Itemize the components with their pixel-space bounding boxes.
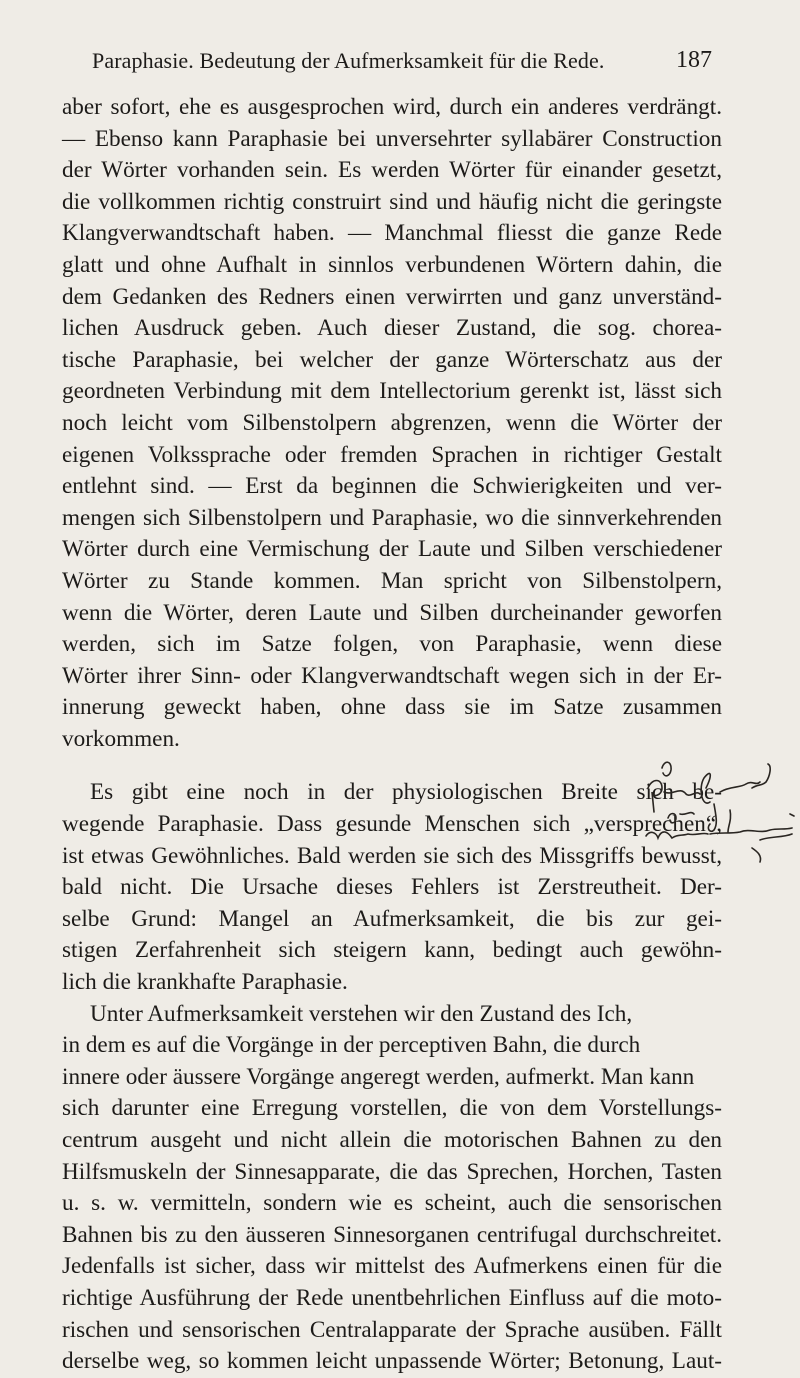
text-line: entlehnt sind. — Erst da beginnen die Schwierigkeiten und ver- (62, 473, 722, 500)
text-line: u. s. w. vermitteln, sondern wie es scheint, auch die sensorischen (62, 1190, 722, 1217)
text-line: werden, sich im Satze folgen, von Paraphasie, wenn diese (62, 631, 722, 658)
text-line: sich darunter eine Erregung vorstellen, die von dem Vorstellungs- (62, 1095, 722, 1122)
body-text (62, 92, 722, 1378)
text-line: Wörter ihrer Sinn- oder Klangverwandtschaft wegen sich in der Er- (62, 662, 722, 689)
text-line: noch leicht vom Silbenstolpern abgrenzen, wenn die Wörter der (62, 409, 722, 436)
text-line: der Wörter vorhanden sein. Es werden Wörter für einander gesetzt, (62, 157, 722, 184)
text-line: Klangverwandtschaft haben. — Manchmal fliesst die ganze Rede (62, 220, 722, 247)
text-line: Unter Aufmerksamkeit verstehen wir den Zustand des Ich, (90, 1000, 633, 1027)
handwritten-annotation (640, 748, 800, 868)
text-line: Es gibt eine noch in der physiologischen Breite sich be- (90, 779, 722, 806)
text-line: Jedenfalls ist sicher, dass wir mittelst des Aufmerkens einen für die (62, 1253, 722, 1280)
paragraph-gap (62, 755, 722, 777)
text-line: lichen Ausdruck geben. Auch dieser Zustand, die sog. chorea- (62, 315, 722, 342)
text-line: lich die krankhafte Paraphasie. (62, 969, 348, 996)
text-line: Bahnen bis zu den äusseren Sinnesorganen centrifugal durchschreitet. (62, 1221, 722, 1248)
running-header (0, 0, 800, 90)
text-line: selbe Grund: Mangel an Aufmerksamkeit, die bis zur gei- (62, 905, 722, 932)
text-line: wenn die Wörter, deren Laute und Silben durcheinander geworfen (62, 599, 722, 626)
text-line: die vollkommen richtig construirt sind und häufig nicht die geringste (62, 188, 722, 215)
text-line: derselbe weg, so kommen leicht unpassende Wörter; Betonung, Laut- (62, 1348, 722, 1375)
text-line: dem Gedanken des Redners einen verwirrten und ganz unverständ- (62, 283, 722, 310)
text-line: — Ebenso kann Paraphasie bei unversehrter syllabärer Construction (62, 125, 722, 152)
text-line: wegende Paraphasie. Dass gesunde Menschen sich „versprechen“, (62, 811, 722, 838)
text-line: richtige Ausführung der Rede unentbehrlichen Einfluss auf die moto- (62, 1284, 722, 1311)
text-line: vorkommen. (62, 725, 180, 752)
running-title: Paraphasie. Bedeutung der Aufmerksamkeit für die Rede. (92, 48, 605, 73)
page-number: 187 (676, 47, 712, 73)
text-line: in dem es auf die Vorgänge in der perceptiven Bahn, die durch (62, 1032, 641, 1059)
text-line: innere oder äussere Vorgänge angeregt werden, aufmerkt. Man kann (62, 1063, 695, 1090)
text-line: aber sofort, ehe es ausgesprochen wird, durch ein anderes verdrängt. (62, 94, 722, 120)
text-line: glatt und ohne Aufhalt in sinnlos verbundenen Wörtern dahin, die (62, 251, 722, 278)
text-line: bald nicht. Die Ursache dieses Fehlers ist Zerstreutheit. Der- (62, 874, 722, 901)
text-line: eigenen Volkssprache oder fremden Sprachen in richtiger Gestalt (62, 441, 722, 468)
text-line: tische Paraphasie, bei welcher der ganze Wörterschatz aus der (62, 346, 722, 373)
text-line: Wörter zu Stande kommen. Man spricht von Silbenstolpern, (62, 567, 722, 594)
text-line: ist etwas Gewöhnliches. Bald werden sie sich des Missgriffs bewusst, (62, 842, 722, 869)
text-line: Hilfsmuskeln der Sinnesapparate, die das Sprechen, Horchen, Tasten (62, 1158, 722, 1185)
text-line: innerung geweckt haben, ohne dass sie im Satze zusammen (62, 694, 722, 721)
text-line: mengen sich Silbenstolpern und Paraphasie, wo die sinnverkehrenden (62, 504, 722, 531)
text-line: stigen Zerfahrenheit sich steigern kann, bedingt auch gewöhn- (62, 937, 722, 964)
text-line: geordneten Verbindung mit dem Intellectorium gerenkt ist, lässt sich (62, 378, 722, 405)
text-line: Wörter durch eine Vermischung der Laute und Silben verschiedener (62, 536, 722, 563)
text-line: centrum ausgeht und nicht allein die motorischen Bahnen zu den (62, 1127, 722, 1153)
text-line: rischen und sensorischen Centralapparate der Sprache ausüben. Fällt (62, 1316, 722, 1343)
